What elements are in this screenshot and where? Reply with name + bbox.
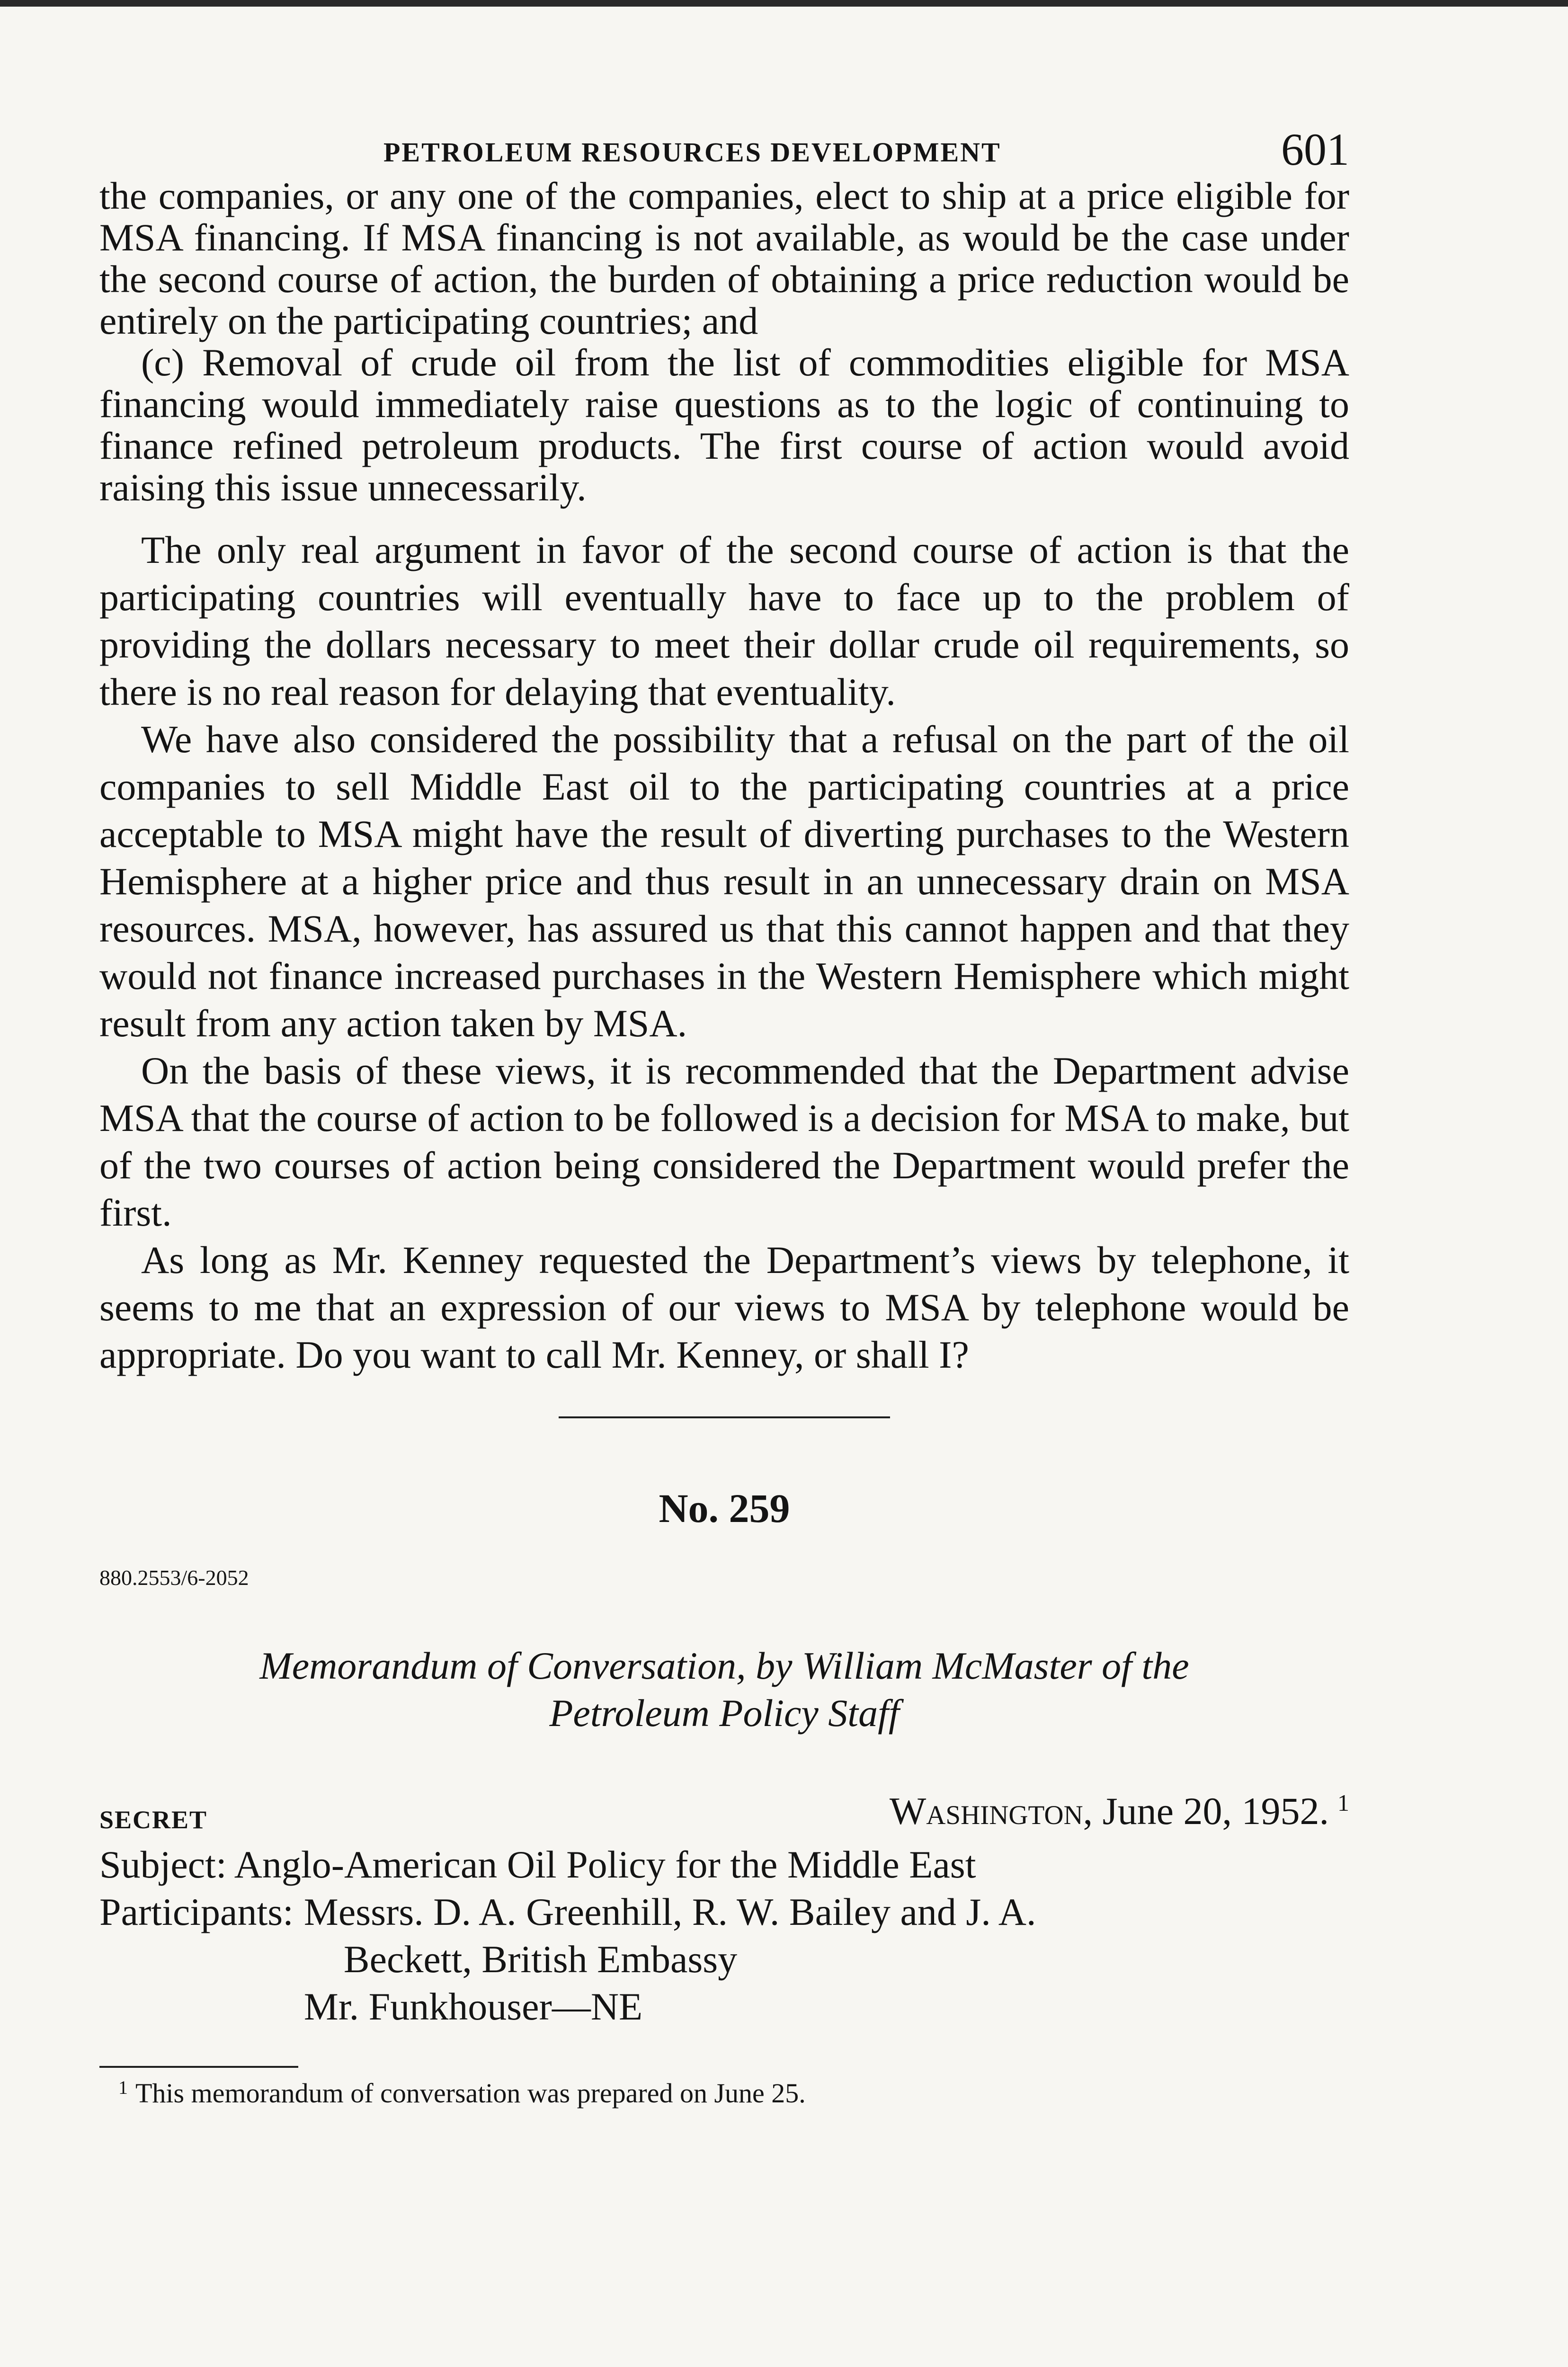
running-title: PETROLEUM RESOURCES DEVELOPMENT: [383, 137, 1001, 168]
main-section: [99, 526, 1349, 1379]
footnote-reference: 1: [1337, 1789, 1349, 1816]
running-head: [99, 114, 1349, 175]
dateline: [99, 1789, 1349, 1841]
footnote-rule: [99, 2066, 298, 2068]
document-number: No. 259: [659, 1486, 790, 1531]
participants-line: Mr. Funkhouser—NE: [303, 1985, 643, 2028]
memo-title: [99, 1642, 1349, 1737]
footnote: [99, 2076, 1349, 2109]
paragraph: We have also considered the possibility that a refusal on the part of the oil companies to sell Middle East oil to the participating countries at a price acceptable to MSA might have the result of diverting purchases to the Western Hemisphere at a higher price and thus result in an unnecessary drain on MSA resources. MSA, however, has assured us that this cannot happen and that they would not finance increased purchases in the Western Hemisphere which might result from any action taken by MSA.: [99, 718, 1349, 1045]
paragraph: the companies, or any one of the companies, elect to ship at a price eligible for MSA financing. If MSA financing is not available, as would be the case under the second course of action, the burden of obtaining a price reduction would be entirely on the participating countries; and: [99, 174, 1349, 342]
top-edge-rule: [0, 0, 1568, 7]
participants-line: Beckett, British Embassy: [343, 1938, 738, 1981]
continued-section: [99, 175, 1349, 508]
participants-label: Participants:: [99, 1890, 294, 1933]
footnote-text: This memorandum of conversation was prepared on June 25.: [135, 2078, 806, 2109]
participants: [99, 1888, 1349, 2030]
memo-title-line: Petroleum Policy Staff: [549, 1691, 900, 1735]
date-city: Washington,: [889, 1789, 1093, 1833]
participants-list: [304, 1888, 1036, 2030]
date-text: June 20, 1952.: [1102, 1789, 1329, 1833]
file-code: 880.2553/6-2052: [99, 1566, 249, 1590]
page: [99, 114, 1349, 2109]
paragraph: As long as Mr. Kenney requested the Department’s views by telephone, it seems to me that an expression of our views to MSA by telephone would be appropriate. Do you want to call Mr. Kenney, or shall I?: [99, 1238, 1349, 1376]
paragraph-gap: [99, 508, 1349, 526]
section-separator: [559, 1416, 890, 1418]
participants-line: Messrs. D. A. Greenhill, R. W. Bailey and J. A.: [303, 1890, 1036, 1933]
date: [890, 1789, 1349, 1833]
paragraph: On the basis of these views, it is recommended that the Department advise MSA that the course of action to be followed is a decision for MSA to make, but of the two courses of action being considered the Department would prefer the first.: [99, 1049, 1349, 1234]
memo-title-line: Memorandum of Conversation, by William McMaster of the: [259, 1644, 1189, 1687]
page-number: 601: [1281, 124, 1349, 175]
footnote-mark: 1: [118, 2077, 128, 2098]
paragraph: (c) Removal of crude oil from the list of commodities eligible for MSA financing would immediately raise questions as to the logic of continuing to finance refined petroleum products. The first course of action would avoid raising this issue unnecessarily.: [99, 341, 1349, 509]
classification-label: SECRET: [99, 1806, 208, 1834]
paragraph: The only real argument in favor of the second course of action is that the participating countries will eventually have to face up to the problem of providing the dollars necessary to meet their dollar crude oil requirements, so there is no real reason for delaying that eventuality.: [99, 528, 1349, 713]
subject-line: Subject: Anglo-American Oil Policy for the Middle East: [99, 1843, 976, 1886]
